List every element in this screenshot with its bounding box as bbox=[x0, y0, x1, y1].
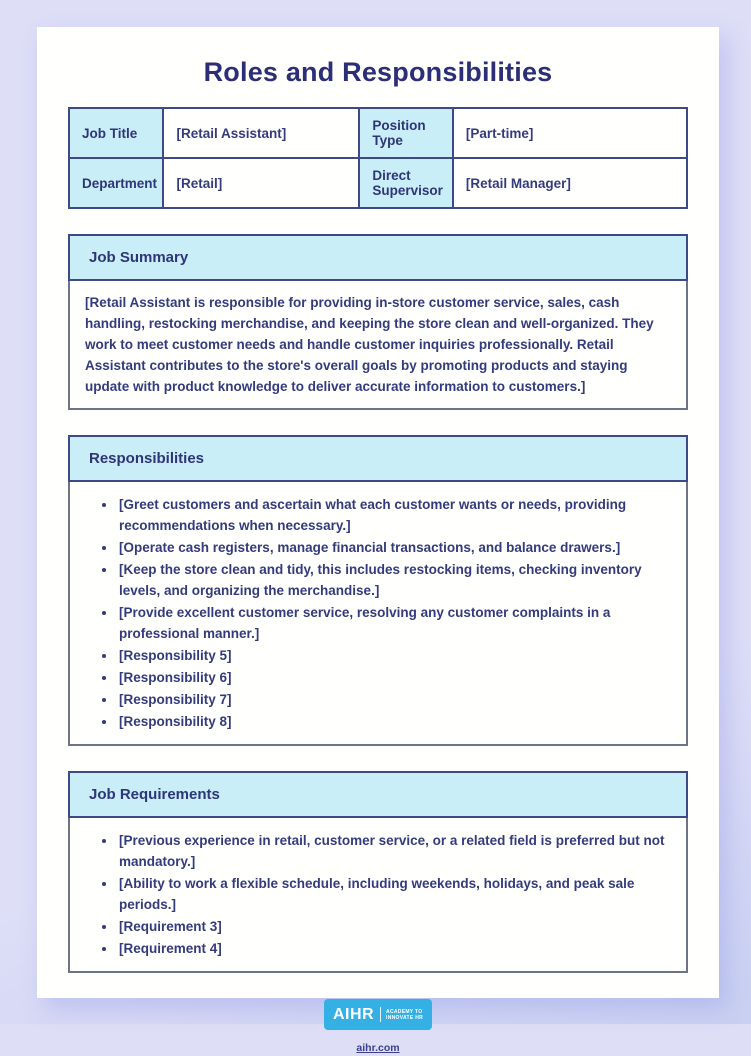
logo-tagline-line1: ACADEMY TO bbox=[386, 1008, 423, 1015]
responsibilities-list bbox=[85, 494, 671, 732]
list-item: • [Ability to work a flexible schedule, including weekends, holidays, and peak sale periods.] bbox=[117, 873, 671, 915]
job-title-label: Job Title bbox=[69, 108, 163, 158]
document-footer bbox=[68, 999, 688, 1056]
list-item: • [Previous experience in retail, customer service, or a related field is preferred but not mandatory.] bbox=[117, 830, 671, 872]
responsibilities-heading: Responsibilities bbox=[68, 435, 688, 482]
document-page bbox=[37, 27, 719, 1054]
list-item: • [Operate cash registers, manage financial transactions, and balance drawers.] bbox=[117, 537, 671, 558]
position-type-label: Position Type bbox=[359, 108, 452, 158]
job-summary-heading: Job Summary bbox=[68, 234, 688, 281]
list-item: • [Greet customers and ascertain what each customer wants or needs, providing recommendations when necessary.] bbox=[117, 494, 671, 536]
direct-supervisor-label: Direct Supervisor bbox=[359, 158, 452, 208]
department-label: Department bbox=[69, 158, 163, 208]
responsibilities-section bbox=[68, 435, 688, 746]
document-title: Roles and Responsibilities bbox=[203, 57, 553, 87]
job-requirements-list bbox=[85, 830, 671, 959]
list-item: • [Responsibility 8] bbox=[117, 711, 671, 732]
position-type-value: [Part-time] bbox=[453, 108, 687, 158]
list-item: • [Responsibility 6] bbox=[117, 667, 671, 688]
logo-divider bbox=[380, 1007, 381, 1022]
job-requirements-section bbox=[68, 771, 688, 973]
list-item: • [Responsibility 5] bbox=[117, 645, 671, 666]
list-item: • [Requirement 4] bbox=[117, 938, 671, 959]
responsibilities-body bbox=[68, 482, 688, 746]
job-requirements-body bbox=[68, 818, 688, 973]
job-requirements-heading: Job Requirements bbox=[68, 771, 688, 818]
aihr-logo-tagline bbox=[386, 1009, 423, 1021]
website-link[interactable]: aihr.com bbox=[356, 1042, 400, 1054]
aihr-logo bbox=[324, 999, 432, 1030]
aihr-logo-text: AIHR bbox=[332, 1005, 375, 1023]
job-summary-text: [Retail Assistant is responsible for providing in-store customer service, sales, cash handling, restocking merchandise, and keeping the store clean and well-organized. They work to meet customer needs and handle customer inquiries professionally. Retail Assistant contributes to the store's overall goals by promoting products and staying update with product knowledge to deliver accurate information to customers.] bbox=[68, 281, 688, 410]
list-item: • [Provide excellent customer service, resolving any customer complaints in a professional manner.] bbox=[117, 602, 671, 644]
list-item: • [Responsibility 7] bbox=[117, 689, 671, 710]
job-summary-section bbox=[68, 234, 688, 410]
list-item: • [Requirement 3] bbox=[117, 916, 671, 937]
logo-tagline-line2: INNOVATE HR bbox=[386, 1014, 424, 1021]
table-row bbox=[69, 108, 687, 158]
department-value: [Retail] bbox=[163, 158, 359, 208]
list-item: • [Keep the store clean and tidy, this includes restocking items, checking inventory levels, and organizing the merchandise.] bbox=[117, 559, 671, 601]
direct-supervisor-value: [Retail Manager] bbox=[453, 158, 687, 208]
table-row bbox=[69, 158, 687, 208]
job-info-table bbox=[68, 107, 688, 209]
job-title-value: [Retail Assistant] bbox=[163, 108, 359, 158]
